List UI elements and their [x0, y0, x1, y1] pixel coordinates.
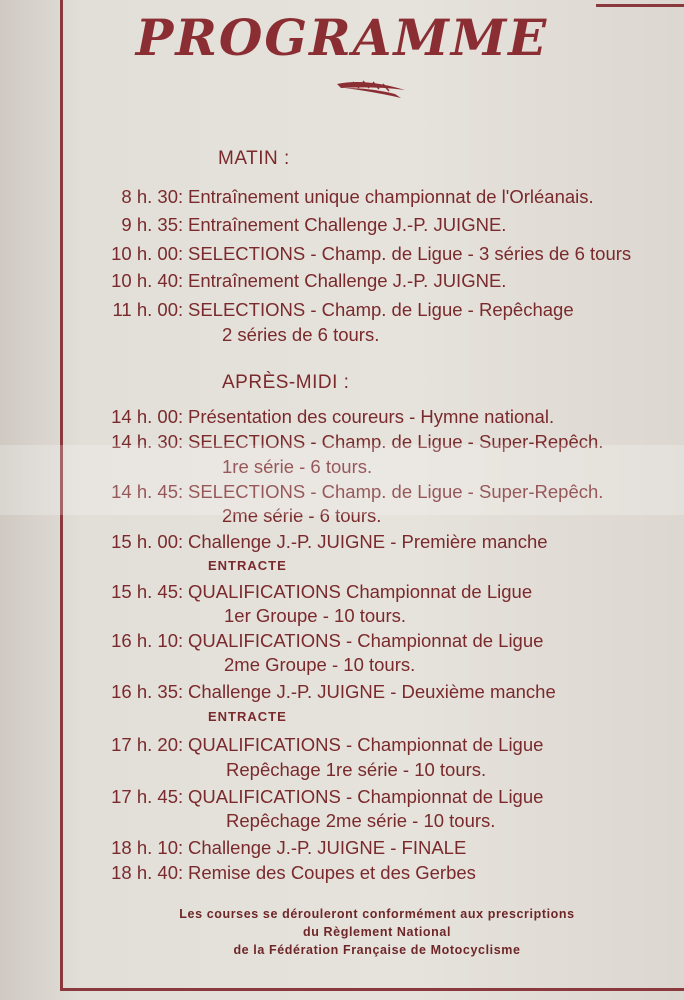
row-description: Entraînement unique championnat de l'Orléanais. — [188, 186, 594, 207]
row-colon: : — [178, 681, 184, 702]
row-time: 14 h. 45 — [111, 481, 178, 502]
row-colon: : — [178, 786, 184, 807]
footer-line: Les courses se dérouleront conformément aux prescriptions — [179, 907, 575, 921]
schedule-row — [0, 581, 684, 607]
row-colon: : — [178, 186, 184, 207]
row-time: 10 h. 00 — [111, 243, 178, 264]
row-time: 10 h. 40 — [111, 270, 178, 291]
row-colon: : — [178, 734, 184, 755]
schedule-row — [0, 862, 684, 888]
row-description: Entraînement Challenge J.-P. JUIGNE. — [188, 214, 507, 235]
schedule-row — [0, 531, 684, 557]
frame-border-bottom — [60, 988, 684, 991]
row-time: 9 h. 35 — [121, 214, 178, 235]
row-colon: : — [178, 214, 184, 235]
feather-ornament-icon — [335, 76, 407, 102]
row-colon: : — [178, 862, 184, 883]
row-colon: : — [178, 630, 184, 651]
regulation-footer — [70, 905, 684, 959]
row-description: SELECTIONS - Champ. de Ligue - Repêchage — [188, 299, 574, 320]
schedule-row — [0, 270, 684, 296]
schedule-row — [0, 630, 684, 656]
row-continuation: Repêchage 1re série - 10 tours. — [226, 759, 487, 780]
entracte-label: ENTRACTE — [208, 558, 287, 573]
row-continuation: 2me série - 6 tours. — [222, 505, 382, 526]
row-time: 11 h. 00 — [112, 299, 178, 320]
row-description: SELECTIONS - Champ. de Ligue - Super-Repêch. — [188, 481, 604, 502]
row-description: QUALIFICATIONS - Championnat de Ligue — [188, 734, 544, 755]
entracte-label: ENTRACTE — [208, 709, 287, 724]
row-colon: : — [178, 837, 184, 858]
row-description: QUALIFICATIONS Championnat de Ligue — [188, 581, 533, 602]
schedule-row — [0, 214, 684, 240]
section-afternoon: APRÈS-MIDI : — [222, 372, 350, 393]
row-description: Entraînement Challenge J.-P. JUIGNE. — [188, 270, 507, 291]
row-colon: : — [178, 270, 184, 291]
row-description: Présentation des coureurs - Hymne national. — [188, 406, 555, 427]
schedule-row — [0, 299, 684, 325]
row-description: QUALIFICATIONS - Championnat de Ligue — [188, 786, 544, 807]
row-time: 15 h. 45 — [111, 581, 178, 602]
footer-line: de la Fédération Française de Motocyclisme — [233, 943, 521, 957]
row-time: 14 h. 00 — [111, 406, 178, 427]
row-continuation: 1er Groupe - 10 tours. — [224, 605, 407, 626]
row-time: 15 h. 00 — [111, 531, 178, 552]
row-description: QUALIFICATIONS - Championnat de Ligue — [188, 630, 544, 651]
row-description: Challenge J.-P. JUIGNE - FINALE — [188, 837, 467, 858]
row-time: 14 h. 30 — [111, 431, 178, 452]
row-colon: : — [178, 531, 184, 552]
section-morning: MATIN : — [218, 148, 290, 169]
schedule-row — [0, 786, 684, 812]
row-time: 16 h. 35 — [111, 681, 178, 702]
watermark-band — [0, 445, 684, 515]
row-time: 17 h. 45 — [111, 786, 178, 807]
row-colon: : — [178, 581, 184, 602]
row-description: SELECTIONS - Champ. de Ligue - Super-Repêch. — [188, 431, 604, 452]
row-colon: : — [178, 299, 184, 320]
row-colon: : — [178, 431, 184, 452]
row-time: 17 h. 20 — [111, 734, 178, 755]
row-colon: : — [178, 406, 184, 427]
frame-border-top — [596, 4, 684, 7]
row-colon: : — [178, 243, 184, 264]
schedule-row — [0, 734, 684, 760]
row-time: 16 h. 10 — [111, 630, 178, 651]
row-description: Challenge J.-P. JUIGNE - Deuxième manche — [188, 681, 556, 702]
row-description: Remise des Coupes et des Gerbes — [188, 862, 476, 883]
row-colon: : — [178, 481, 184, 502]
row-continuation: 1re série - 6 tours. — [222, 456, 373, 477]
row-time: 8 h. 30 — [121, 186, 178, 207]
row-continuation: 2me Groupe - 10 tours. — [224, 654, 416, 675]
row-description: Challenge J.-P. JUIGNE - Première manche — [188, 531, 548, 552]
schedule-row — [0, 243, 684, 269]
row-continuation: 2 séries de 6 tours. — [222, 324, 380, 345]
schedule-row — [0, 186, 684, 212]
row-time: 18 h. 40 — [111, 862, 178, 883]
row-description: SELECTIONS - Champ. de Ligue - 3 séries de 6 tours — [188, 243, 632, 264]
page-title: PROGRAMME — [135, 8, 549, 67]
schedule-row — [0, 837, 684, 863]
row-time: 18 h. 10 — [111, 837, 178, 858]
schedule-row — [0, 681, 684, 707]
row-continuation: Repêchage 2me série - 10 tours. — [226, 810, 496, 831]
footer-line: du Règlement National — [302, 925, 452, 939]
schedule-row — [0, 406, 684, 432]
